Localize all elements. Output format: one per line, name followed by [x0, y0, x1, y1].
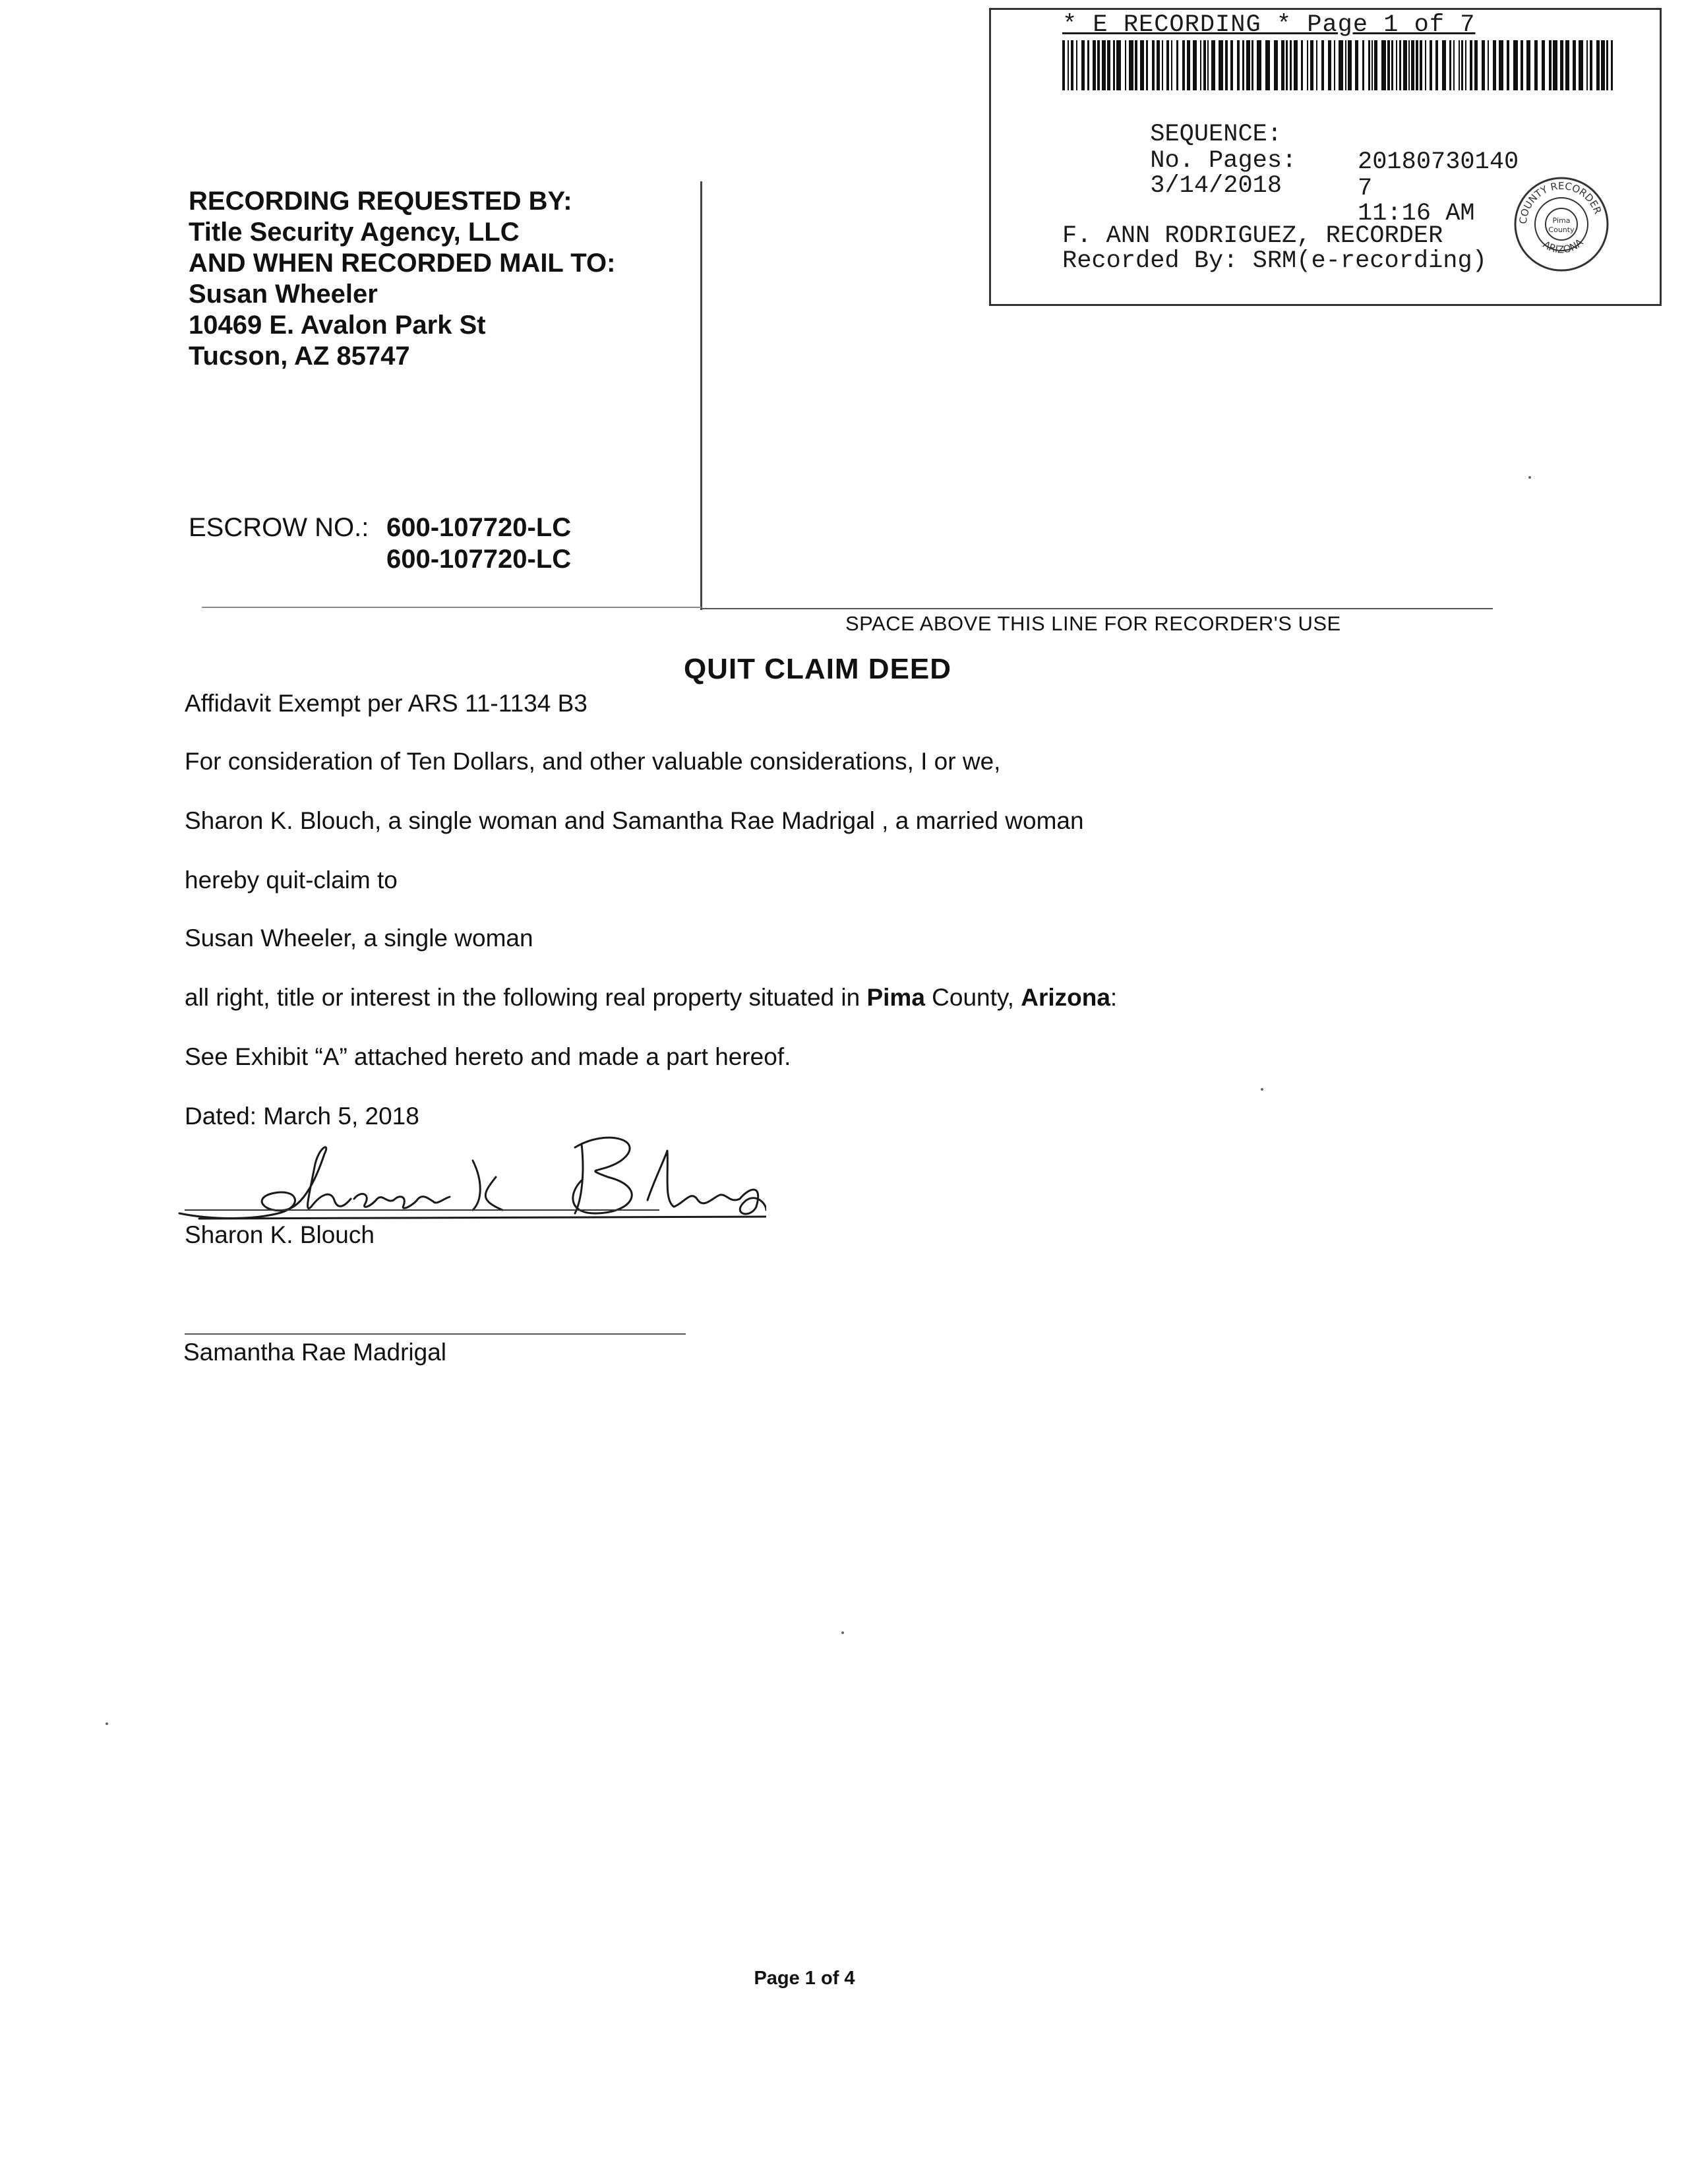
barcode-bar — [1129, 40, 1133, 90]
barcode-bar — [1542, 40, 1545, 90]
sequence-label: SEQUENCE: — [1150, 121, 1282, 148]
signature-sharon-blouch — [173, 1121, 766, 1227]
barcode-bar — [1307, 40, 1308, 90]
signature-line-2 — [185, 1333, 686, 1335]
mail-to-label: AND WHEN RECORDED MAIL TO: — [189, 249, 616, 278]
barcode-bar — [1560, 40, 1563, 90]
barcode-bar — [1225, 40, 1228, 90]
barcode-bar — [1294, 40, 1298, 90]
barcode-bar — [1403, 40, 1407, 90]
property-prefix: all right, title or interest in the following real property situated in — [185, 984, 867, 1011]
barcode-bar — [1435, 40, 1438, 90]
recorded-by: Recorded By: SRM(e-recording) — [1062, 247, 1487, 275]
barcode-bar — [1534, 40, 1538, 90]
barcode-bar — [1265, 40, 1270, 90]
barcode-bar — [1328, 40, 1331, 90]
barcode-bar — [1076, 40, 1077, 90]
barcode-bar — [1251, 40, 1253, 90]
barcode-bar — [1461, 40, 1463, 90]
barcode-bar — [1093, 40, 1096, 90]
grantee-line: Susan Wheeler, a single woman — [185, 925, 533, 952]
barcode-bar — [1316, 40, 1317, 90]
signer-2-name: Samantha Rae Madrigal — [183, 1339, 446, 1366]
barcode-bar — [1113, 40, 1115, 90]
barcode-bar — [1290, 40, 1292, 90]
barcode-bar — [1339, 40, 1343, 90]
barcode-bar — [1081, 40, 1085, 90]
barcode-bar — [1348, 40, 1352, 90]
barcode-bar — [1430, 40, 1432, 90]
barcode-bar — [1596, 40, 1600, 90]
document-title: QUIT CLAIM DEED — [683, 653, 952, 685]
barcode-bar — [1488, 40, 1489, 90]
barcode-bar — [1381, 40, 1386, 90]
barcode-bar — [1470, 40, 1472, 90]
barcode-bar — [1230, 40, 1233, 90]
svg-text:COUNTY RECORDER: COUNTY RECORDER — [1517, 179, 1604, 225]
recording-requested-block — [189, 186, 690, 372]
barcode-bar — [1171, 40, 1172, 90]
divider-line-right — [702, 608, 1493, 609]
barcode-bar — [1549, 40, 1552, 90]
property-suffix: : — [1110, 984, 1118, 1011]
barcode-bar — [1334, 40, 1335, 90]
barcode-bar — [1182, 40, 1185, 90]
barcode-bar — [1242, 40, 1244, 90]
barcode-bar — [1257, 40, 1261, 90]
barcode-icon — [1062, 40, 1617, 90]
barcode-bar — [1465, 40, 1466, 90]
barcode-bar — [1071, 40, 1073, 90]
barcode-bar — [1219, 40, 1223, 90]
barcode-bar — [1526, 40, 1530, 90]
barcode-bar — [1200, 40, 1201, 90]
vertical-divider — [700, 181, 702, 610]
barcode-bar — [1442, 40, 1446, 90]
sequence-value: 20180730140 — [1358, 148, 1519, 176]
barcode-bar — [1087, 40, 1089, 90]
barcode-bar — [1420, 40, 1422, 90]
barcode-bar — [1565, 40, 1569, 90]
barcode-bar — [1425, 40, 1426, 90]
barcode-bar — [1107, 40, 1110, 90]
barcode-bar — [1368, 40, 1370, 90]
barcode-bar — [1125, 40, 1126, 90]
barcode-bar — [1286, 40, 1288, 90]
barcode-bar — [1387, 40, 1390, 90]
barcode-bar — [1474, 40, 1478, 90]
document-title-row — [0, 653, 1688, 686]
mail-to-name: Susan Wheeler — [189, 280, 378, 309]
county-seal-icon — [1512, 175, 1611, 274]
svg-text:Pima: Pima — [1552, 216, 1571, 225]
svg-text:ARIZONA: ARIZONA — [1540, 236, 1586, 256]
barcode-bar — [1606, 40, 1608, 90]
escrow-number-1: 600-107720-LC — [386, 513, 572, 542]
barcode-bar — [1391, 40, 1393, 90]
barcode-bar — [1246, 40, 1250, 90]
signer-1-name: Sharon K. Blouch — [185, 1221, 375, 1248]
scan-speck — [1261, 1088, 1263, 1091]
barcode-bar — [1396, 40, 1397, 90]
recorder-name: F. ANN RODRIGUEZ, RECORDER — [1062, 222, 1443, 250]
recording-requested-label: RECORDING REQUESTED BY: — [189, 187, 572, 216]
record-date: 3/14/2018 — [1150, 172, 1282, 200]
affidavit-line: Affidavit Exempt per ARS 11-1134 B3 — [185, 690, 588, 717]
barcode-bar — [1237, 40, 1240, 90]
barcode-bar — [1611, 40, 1613, 90]
barcode-bar — [1310, 40, 1313, 90]
barcode-bar — [1193, 40, 1197, 90]
stamp-header: * E RECORDING * Page 1 of 7 — [1062, 11, 1476, 39]
barcode-bar — [1374, 40, 1377, 90]
barcode-bar — [1513, 40, 1518, 90]
county-name: Pima — [866, 984, 925, 1011]
barcode-bar — [1068, 40, 1069, 90]
pages-label: No. Pages: — [1150, 147, 1297, 175]
barcode-bar — [1408, 40, 1410, 90]
svg-text:County: County — [1548, 226, 1575, 234]
mail-to-city: Tucson, AZ 85747 — [189, 342, 410, 371]
scan-speck — [1528, 476, 1531, 479]
divider-line-left — [202, 607, 702, 608]
barcode-bar — [1097, 40, 1100, 90]
barcode-bar — [1281, 40, 1284, 90]
barcode-bar — [1601, 40, 1605, 90]
barcode-bar — [1321, 40, 1324, 90]
barcode-bar — [1499, 40, 1503, 90]
record-time: 11:16 AM — [1358, 200, 1475, 228]
barcode-bar — [1399, 40, 1401, 90]
grantors-line: Sharon K. Blouch, a single woman and Samantha Rae Madrigal , a married woman — [185, 807, 1084, 834]
escrow-number-2: 600-107720-LC — [386, 545, 572, 574]
barcode-bar — [1140, 40, 1144, 90]
barcode-bar — [1449, 40, 1451, 90]
barcode-bar — [1586, 40, 1588, 90]
recorder-use-note: SPACE ABOVE THIS LINE FOR RECORDER'S USE — [845, 612, 1341, 635]
barcode-bar — [1459, 40, 1460, 90]
barcode-bar — [1301, 40, 1303, 90]
barcode-bar — [1152, 40, 1155, 90]
state-name: Arizona — [1021, 984, 1110, 1011]
property-line — [185, 984, 1117, 1012]
county-suffix: County, — [924, 984, 1021, 1011]
barcode-bar — [1162, 40, 1163, 90]
barcode-bar — [1362, 40, 1364, 90]
barcode-bar — [1116, 40, 1121, 90]
barcode-bar — [1355, 40, 1358, 90]
quitclaim-line: hereby quit-claim to — [185, 866, 398, 894]
barcode-bar — [1211, 40, 1215, 90]
barcode-bar — [1274, 40, 1278, 90]
barcode-bar — [1553, 40, 1557, 90]
barcode-bar — [1146, 40, 1148, 90]
page-number: Page 1 of 4 — [754, 1968, 855, 1989]
mail-to-street: 10469 E. Avalon Park St — [189, 311, 486, 340]
barcode-bar — [1416, 40, 1418, 90]
scan-speck — [106, 1722, 108, 1725]
barcode-bar — [1203, 40, 1206, 90]
barcode-bar — [1135, 40, 1137, 90]
barcode-bar — [1187, 40, 1190, 90]
barcode-bar — [1207, 40, 1209, 90]
barcode-bar — [1102, 40, 1106, 90]
consideration-line: For consideration of Ten Dollars, and other valuable considerations, I or we, — [185, 748, 1001, 775]
barcode-bar — [1157, 40, 1160, 90]
barcode-bar — [1573, 40, 1576, 90]
barcode-bar — [1166, 40, 1169, 90]
escrow-label: ESCROW NO.: — [189, 513, 369, 542]
barcode-bar — [1579, 40, 1583, 90]
dated-line: Dated: March 5, 2018 — [185, 1103, 419, 1130]
page-footer-row — [0, 1968, 1688, 1989]
exhibit-line: See Exhibit “A” attached hereto and made a part hereof. — [185, 1043, 791, 1070]
barcode-bar — [1345, 40, 1346, 90]
barcode-bar — [1521, 40, 1523, 90]
barcode-bar — [1590, 40, 1592, 90]
signature-line-1 — [185, 1209, 659, 1211]
barcode-bar — [1482, 40, 1485, 90]
recorder-stamp-box — [989, 8, 1662, 306]
scan-speck — [841, 1631, 844, 1634]
pages-value: 7 — [1358, 175, 1373, 202]
barcode-bar — [1411, 40, 1414, 90]
barcode-bar — [1176, 40, 1178, 90]
barcode-bar — [1493, 40, 1496, 90]
barcode-bar — [1453, 40, 1455, 90]
barcode-bar — [1062, 40, 1065, 90]
barcode-bar — [1507, 40, 1509, 90]
requesting-agency: Title Security Agency, LLC — [189, 218, 520, 247]
barcode-bar — [1372, 40, 1373, 90]
